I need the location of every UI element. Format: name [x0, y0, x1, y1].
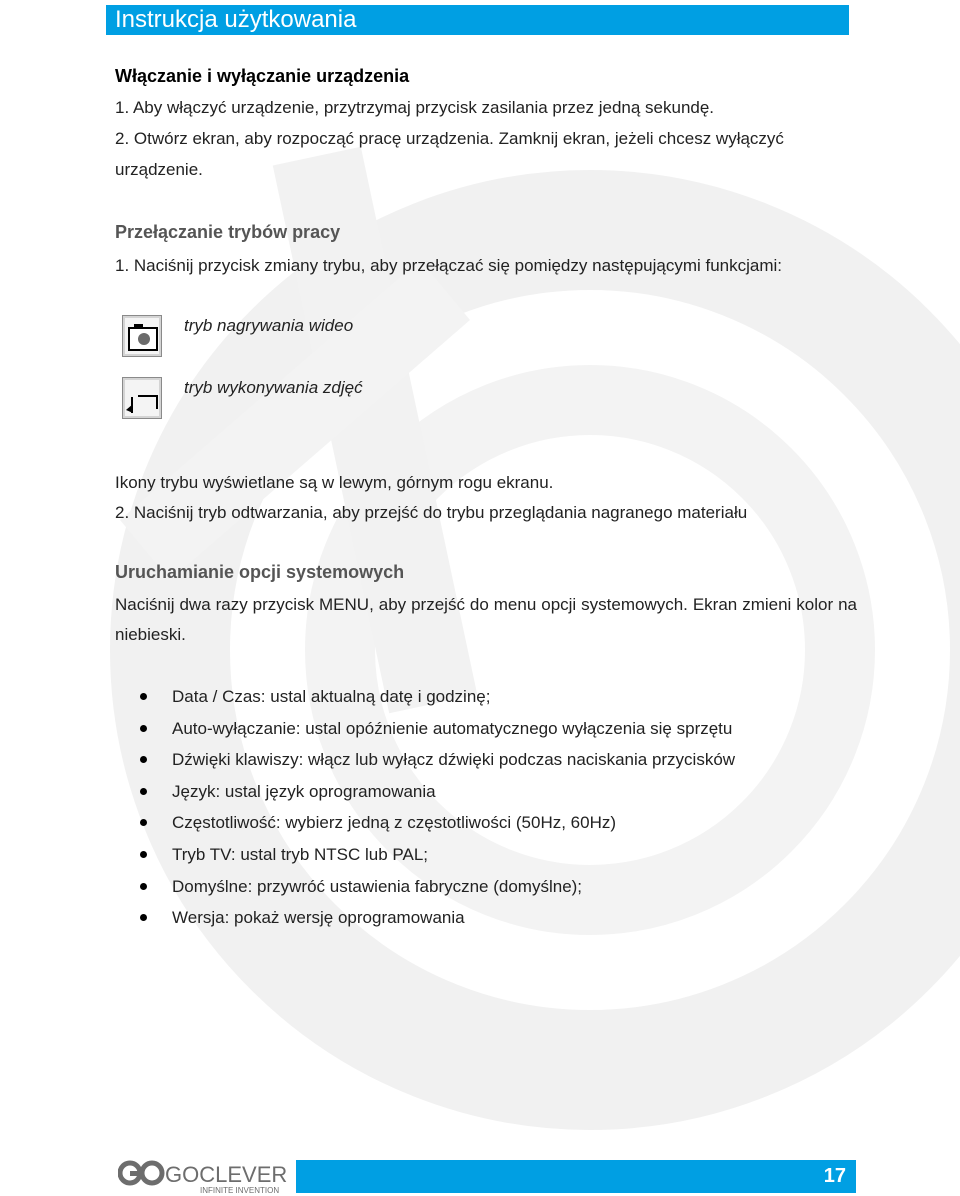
footer-bar: [296, 1160, 856, 1193]
bullet: [140, 788, 147, 795]
list-item-text: Domyślne: przywróć ustawienia fabryczne (domyślne);: [172, 876, 583, 896]
list-item: [140, 747, 735, 779]
list-item-text: Tryb TV: ustal tryb NTSC lub PAL;: [172, 844, 429, 864]
mode-icons-note: Ikony trybu wyświetlane są w lewym, górnym rogu ekranu.: [115, 473, 554, 492]
photo-mode-icon: [122, 377, 162, 419]
list-item-text: Język: ustal język oprogramowania: [172, 781, 436, 801]
list-item: [140, 779, 735, 811]
svg-text:GOCLEVER: GOCLEVER: [165, 1162, 288, 1187]
power-step-2: 2. Otwórz ekran, aby rozpocząć pracę urządzenia. Zamknij ekran, jeżeli chcesz wyłączyć: [115, 129, 784, 148]
power-step-1: 1. Aby włączyć urządzenie, przytrzymaj przycisk zasilania przez jedną sekundę.: [115, 98, 715, 117]
bullet: [140, 819, 147, 826]
list-item-text: Dźwięki klawiszy: włącz lub wyłącz dźwięki podczas naciskania przycisków: [172, 750, 736, 770]
bullet: [140, 851, 147, 858]
page-number: 17: [823, 1165, 846, 1187]
bullet: [140, 914, 147, 921]
bullet: [140, 725, 147, 732]
video-mode-icon: [122, 315, 162, 357]
system-paragraph: Naciśnij dwa razy przycisk MENU, aby przejść do menu opcji systemowych. Ekran zmieni kolor na niebieski.: [115, 595, 857, 644]
list-item: [140, 874, 735, 906]
photo-mode-label: tryb wykonywania zdjęć: [184, 378, 363, 397]
bullet: [140, 756, 147, 763]
list-item: [140, 716, 735, 748]
modes-step-2: 2. Naciśnij tryb odtwarzania, aby przejść do trybu przeglądania nagranego materiału: [115, 503, 748, 522]
list-item: [140, 810, 735, 842]
page-title: Instrukcja użytkowania: [106, 5, 849, 35]
svg-text:INFINITE INVENTION: INFINITE INVENTION: [200, 1186, 280, 1195]
bullet: [140, 883, 147, 890]
bullet: [140, 693, 147, 700]
heading-modes: Przełączanie trybów pracy: [115, 222, 341, 242]
video-mode-label: tryb nagrywania wideo: [184, 316, 354, 335]
list-item-text: Wersja: pokaż wersję oprogramowania: [172, 908, 465, 928]
power-step-2-cont: urządzenie.: [115, 160, 203, 179]
list-item: [140, 842, 735, 874]
list-item: [140, 905, 735, 937]
modes-step-1: 1. Naciśnij przycisk zmiany trybu, aby przełączać się pomiędzy następującymi funkcjami:: [115, 256, 783, 275]
list-item-text: Data / Czas: ustal aktualną datę i godzinę;: [172, 687, 491, 706]
heading-system: Uruchamianie opcji systemowych: [115, 562, 405, 582]
list-item-text: Częstotliwość: wybierz jedną z częstotliwości (50Hz, 60Hz): [172, 813, 617, 833]
settings-list: [140, 684, 735, 937]
list-item: [140, 684, 735, 716]
goclever-logo: [118, 1160, 288, 1196]
heading-power: Włączanie i wyłączanie urządzenia: [115, 66, 410, 86]
list-item-text: Auto-wyłączanie: ustal opóźnienie automatycznego wyłączenia się sprzętu: [172, 718, 733, 738]
